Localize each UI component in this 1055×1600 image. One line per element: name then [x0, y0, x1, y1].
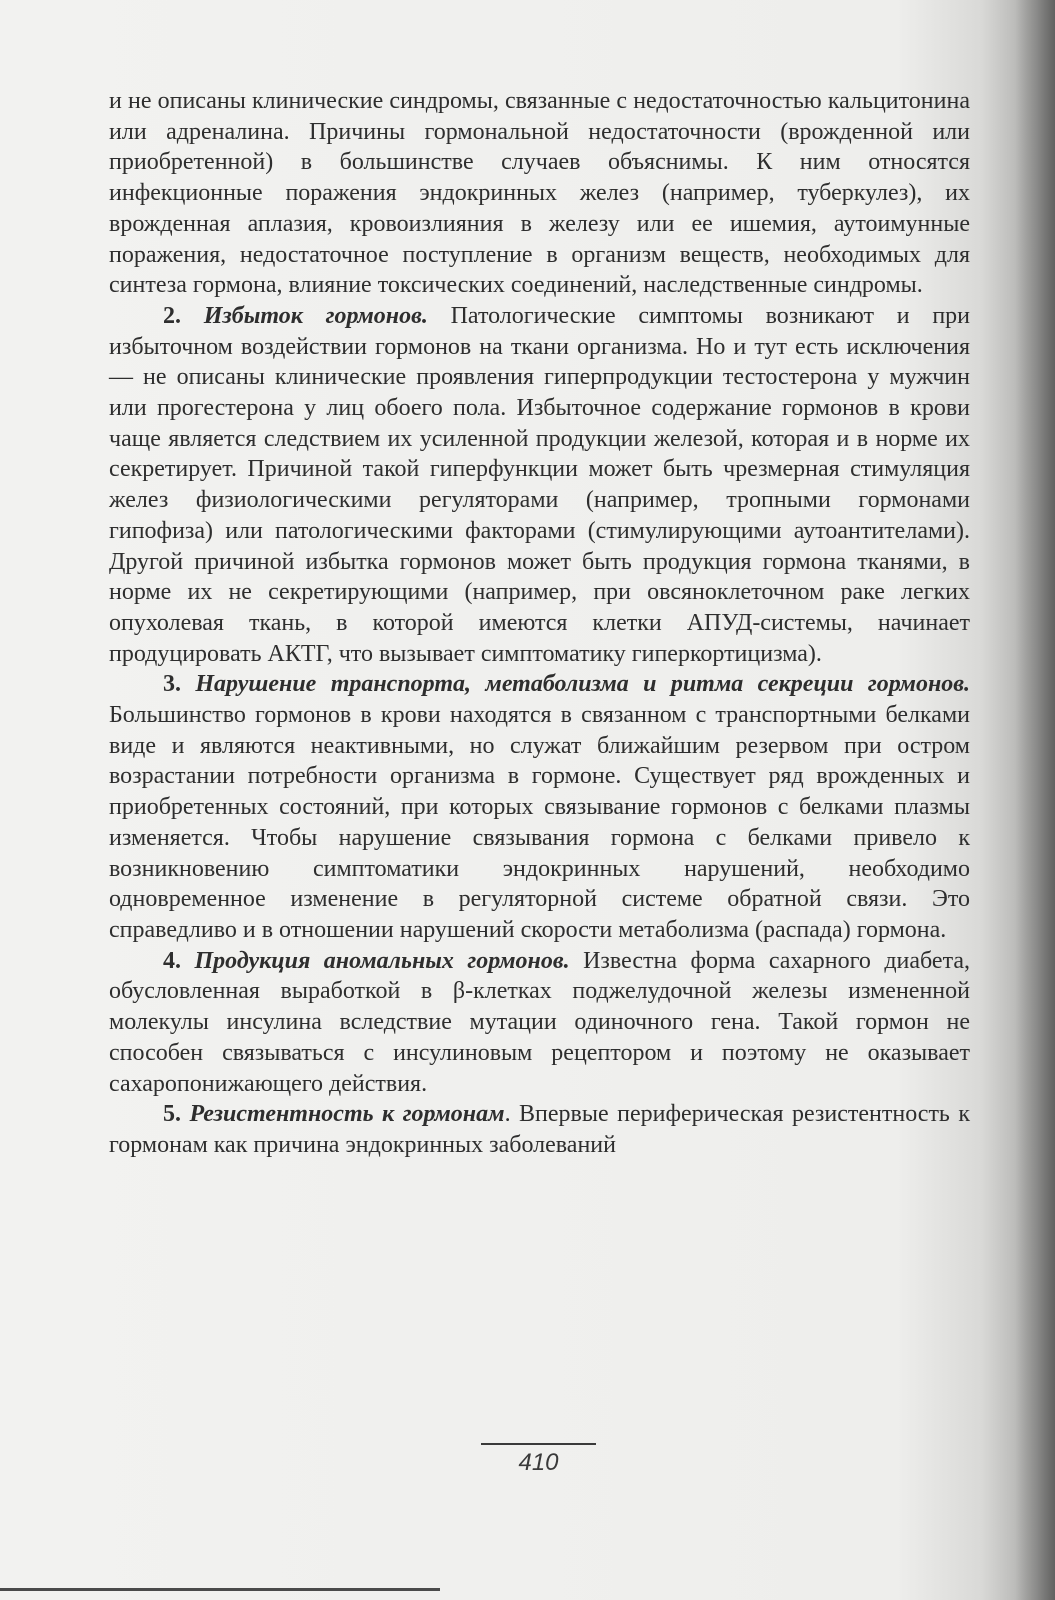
- paragraph-2-number: 2.: [163, 302, 181, 329]
- scan-edge-line: [0, 1588, 440, 1591]
- paragraph-4: [109, 946, 970, 1100]
- paragraph-4-heading: Продукция аномальных гормонов.: [194, 947, 570, 974]
- paragraph-4-number: 4.: [163, 947, 181, 974]
- paragraph-3-number: 3.: [163, 671, 181, 698]
- paragraph-2: [109, 301, 970, 669]
- paragraph-5-heading: Резистентность к гормонам: [189, 1101, 505, 1128]
- text-block: [109, 86, 970, 1161]
- paragraph-3: [109, 669, 970, 945]
- page-spine-shadow: [1015, 0, 1055, 1600]
- paragraph-4-text: Известна форма сахарного диабета, обусловленная выработкой в β-клетках поджелудочной железы измененной молекулы инсулина вследствие мутации одиночного гена. Такой гормон не способен связываться с инсулиновым рецептором и поэтому не оказывает сахаропонижающего действия.: [109, 947, 971, 1097]
- page-number-rule: [481, 1443, 596, 1445]
- paragraph-5-text: . Впервые периферическая резистентность к гормонам как причина эндокринных заболеваний: [109, 1101, 971, 1158]
- paragraph-1: [109, 86, 970, 301]
- paragraph-2-heading: Избыток гормонов.: [203, 302, 428, 329]
- paragraph-3-text: Большинство гормонов в крови находятся в связанном с транспортными белками виде и являются неактивными, но служат ближайшим резервом при остром возрастании потребности организма в гормоне. Существует ряд врожденных и приобретенных состояний, при которых связывание гормонов с белками плазмы изменяется. Чтобы нарушение связывания гормона с белками привело к возникновению симптоматики эндокринных нарушений, необходимо одновременное изменение в регуляторной системе обратной связи. Это справедливо и в отношении нарушений скорости метаболизма (распада) гормона.: [109, 702, 970, 943]
- paragraph-5-number: 5.: [163, 1101, 181, 1128]
- paragraph-5: [109, 1099, 970, 1160]
- paragraph-2-text: Патологические симптомы возникают и при избыточном воздействии гормонов на ткани организма. Но и тут есть исключения — не описаны клинические проявления гиперпродукции тестостерона у мужчин или прогестерона у лиц обоего пола. Избыточное содержание гормонов в крови чаще является следствием их усиленной продукции железой, которая и в норме их секретирует. Причиной такой гиперфункции может быть чрезмерная стимуляция желез физиологическими регуляторами (например, тропными гормонами гипофиза) или патологическими факторами (стимулирующими аутоантителами). Другой причиной избытка гормонов может быть продукция гормона тканями, в норме их не секретирующими (например, при овсяноклеточном раке легких опухолевая ткань, в которой имеются клетки АПУД-системы, начинает продуцировать АКТГ, что вызывает симптоматику гиперкортицизма).: [109, 302, 971, 667]
- page-number: 410: [518, 1449, 559, 1476]
- paragraph-1-text: и не описаны клинические синдромы, связанные с недостаточностью кальцитонина или адреналина. Причины гормональной недостаточности (врожденной или приобретенной) в большинстве случаев объяснимы. К ним относятся инфекционные поражения эндокринных желез (например, туберкулез), их врожденная аплазия, кровоизлияния в железу или ее ишемия, аутоимунные поражения, недостаточное поступление в организм веществ, необходимых для синтеза гормона, влияние токсических соединений, наследственные синдромы.: [109, 88, 970, 299]
- paragraph-3-heading: Нарушение транспорта, метаболизма и ритма секреции гормонов.: [195, 671, 971, 698]
